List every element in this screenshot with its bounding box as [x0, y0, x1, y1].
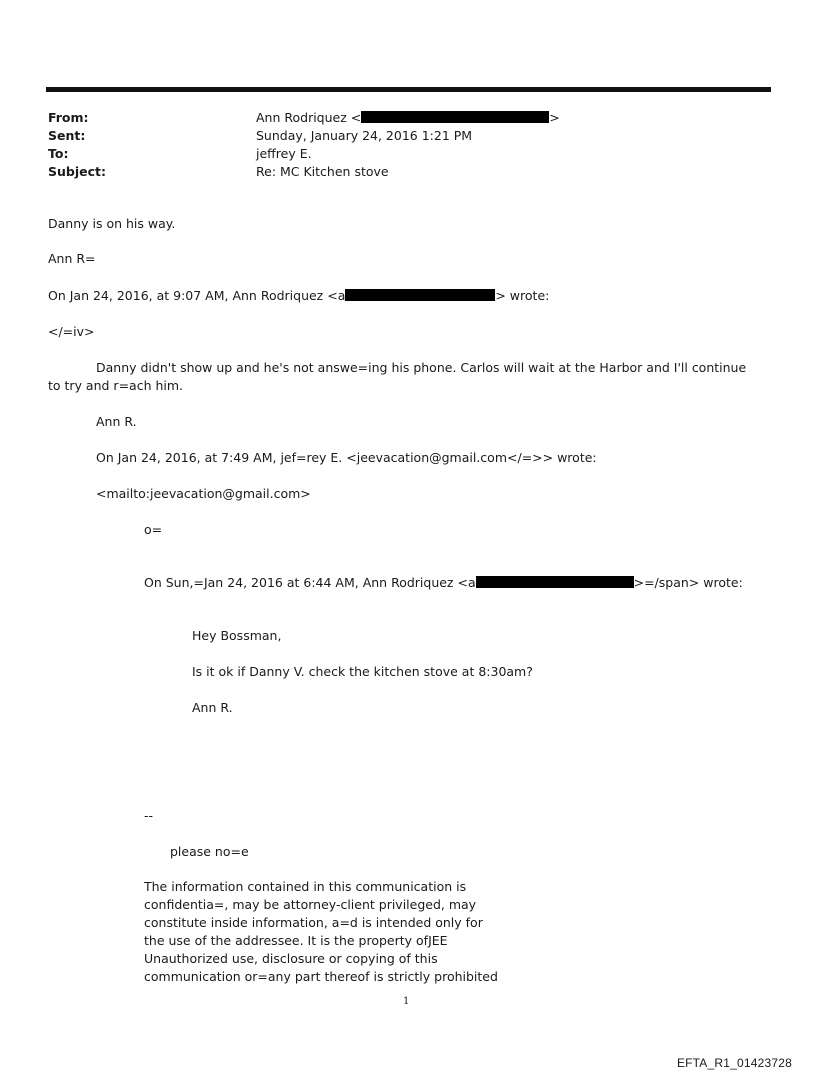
disclaimer-line: Unauthorized use, disclosure or copying of this: [144, 951, 438, 966]
signature-ann-r-3: Ann R.: [192, 700, 233, 715]
disclaimer-line: constitute inside information, a=d is intended only for: [144, 915, 483, 930]
to-label: To:: [48, 146, 69, 161]
mailto-line: <mailto:jeevacation@gmail.com>: [96, 486, 311, 501]
please-note-line: please no=e: [170, 844, 249, 859]
disclaimer-line: communication or=any part thereof is strictly prohibited: [144, 969, 498, 984]
paragraph-danny-no-show: Danny didn't show up and he's not answe=ing his phone. Carlos will wait at the Harbor and I'll continue to try and r=ach him.: [48, 360, 747, 393]
disclaimer-line: The information contained in this communication is: [144, 879, 467, 894]
from-label: From:: [48, 110, 89, 125]
o-eq-artifact: o=: [144, 522, 163, 537]
header-rule: [46, 87, 771, 92]
page-number: 1: [403, 996, 410, 1007]
signature-ann-r-eq: Ann R=: [48, 251, 96, 266]
subject-label: Subject:: [48, 164, 106, 179]
to-value: jeffrey E.: [256, 146, 312, 161]
from-row: [48, 109, 748, 127]
confidentiality-disclaimer: [144, 878, 504, 986]
email-header: [48, 109, 748, 181]
from-name: Ann Rodriquez <: [256, 110, 362, 125]
from-close: >: [549, 110, 560, 125]
sent-row: [48, 127, 748, 145]
sent-label: Sent:: [48, 128, 86, 143]
quote3-prefix: On Sun,=Jan 24, 2016 at 6:44 AM, Ann Rodriquez <a: [144, 575, 476, 590]
quote-header-644: [144, 574, 743, 592]
redaction-bar: [476, 576, 634, 588]
to-row: [48, 145, 748, 163]
quote3-suffix: >=/span> wrote:: [633, 575, 743, 590]
quote1-prefix: On Jan 24, 2016, at 9:07 AM, Ann Rodriquez <a: [48, 288, 346, 303]
subject-value: Re: MC Kitchen stove: [256, 164, 389, 179]
greeting-line: Hey Bossman,: [192, 628, 282, 643]
question-line: Is it ok if Danny V. check the kitchen stove at 8:30am?: [192, 664, 533, 679]
body-line-on-his-way: Danny is on his way.: [48, 216, 176, 231]
quote-header-749: On Jan 24, 2016, at 7:49 AM, jef=rey E. <jeevacation@gmail.com</=>> wrote:: [96, 450, 597, 465]
signature-separator: --: [144, 808, 154, 823]
quote-header-907: [48, 287, 549, 305]
div-tag-artifact: </=iv>: [48, 324, 95, 339]
redaction-bar: [361, 111, 549, 123]
sent-value: Sunday, January 24, 2016 1:21 PM: [256, 128, 473, 143]
quote1-suffix: > wrote:: [495, 288, 550, 303]
document-id: EFTA_R1_01423728: [676, 1056, 792, 1070]
from-value: [256, 109, 560, 127]
disclaimer-line: confidentia=, may be attorney-client privileged, may: [144, 897, 477, 912]
signature-ann-r-2: Ann R.: [96, 414, 137, 429]
redaction-bar: [345, 289, 495, 301]
disclaimer-line: the use of the addressee. It is the property ofJEE: [144, 933, 448, 948]
subject-row: [48, 163, 748, 181]
